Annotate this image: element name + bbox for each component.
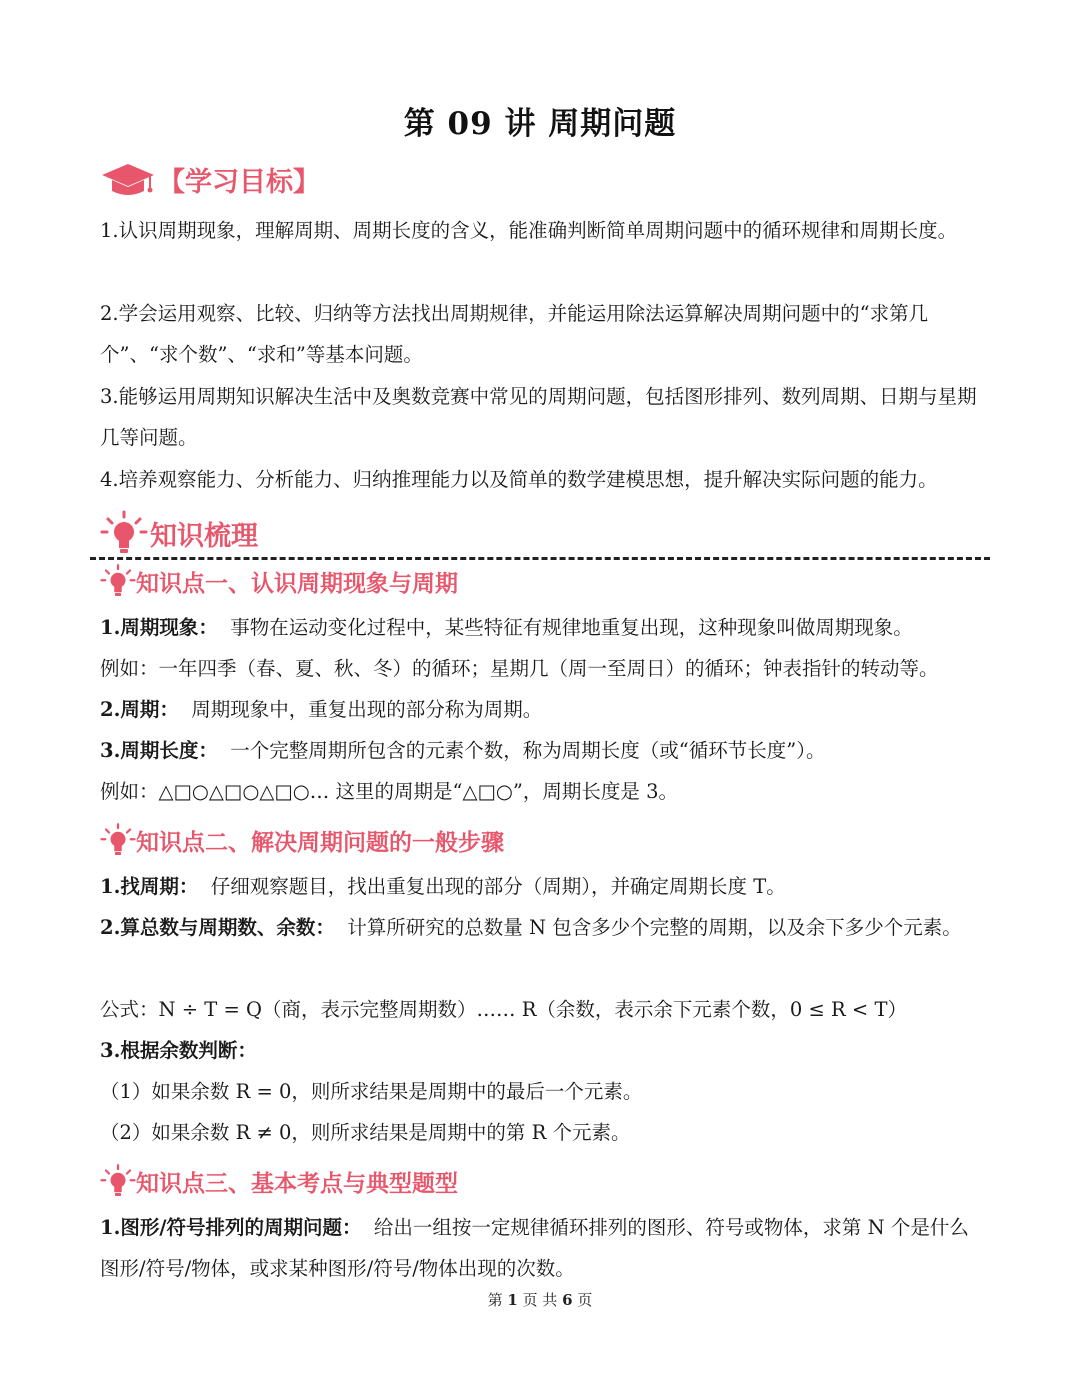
kp2-formula: 公式：N ÷ T = Q（商，表示完整周期数）…… R（余数，表示余下元素个数，0 ≤ R < T） xyxy=(100,998,907,1021)
kp3-type-1-label: 1.图形/符号排列的周期问题： xyxy=(100,1216,362,1239)
page-title: 第 09 讲 周期问题 xyxy=(403,106,677,142)
kp1-term-length: 3.周期长度： xyxy=(100,739,218,762)
goals-heading xyxy=(100,160,320,199)
kp3-line-1 xyxy=(100,1207,985,1289)
kp2-line-1 xyxy=(100,866,985,907)
goal-item-2: 2.学会运用观察、比较、归纳等方法找出周期规律，并能运用除法运算解决周期问题中的“求第几个”、“求个数”、“求和”等基本问题。 xyxy=(100,302,929,366)
kp1-line-3 xyxy=(100,689,985,730)
kp1-line-2: 例如：一年四季（春、夏、秋、冬）的循环；星期几（周一至周日）的循环；钟表指针的转动等。 xyxy=(100,657,939,680)
kp3-heading xyxy=(100,1163,458,1199)
kp2-heading-text: 知识点二、解决周期问题的一般步骤 xyxy=(136,829,504,856)
lightbulb-icon xyxy=(100,563,136,599)
knowledge-heading xyxy=(100,510,258,556)
goal-item-4: 4.培养观察能力、分析能力、归纳推理能力以及简单的数学建模思想，提升解决实际问题的能力。 xyxy=(100,468,938,491)
footer-page-total: 6 xyxy=(562,1291,573,1309)
goals-heading-text: 【学习目标】 xyxy=(158,167,320,198)
footer-page-number: 1 xyxy=(507,1291,518,1309)
lightbulb-icon xyxy=(100,510,148,556)
kp1-line-4 xyxy=(100,730,985,771)
kp1-def-period: 周期现象中，重复出现的部分称为周期。 xyxy=(191,698,543,721)
footer-suffix: 页 xyxy=(577,1291,593,1309)
kp1-line-1 xyxy=(100,607,985,648)
graduation-cap-icon xyxy=(100,161,156,199)
kp1-heading xyxy=(100,563,458,599)
kp2-step-3-label: 3.根据余数判断： xyxy=(100,1039,257,1062)
kp2-step-2-label: 2.算总数与周期数、余数： xyxy=(100,916,335,939)
kp1-heading-text: 知识点一、认识周期现象与周期 xyxy=(136,570,458,597)
kp1-term-periodic: 1.周期现象： xyxy=(100,616,218,639)
kp2-case-1: （1）如果余数 R = 0，则所求结果是周期中的最后一个元素。 xyxy=(100,1080,643,1103)
kp2-line-4 xyxy=(100,1030,985,1071)
lightbulb-icon xyxy=(100,1163,136,1199)
footer-mid: 页 共 xyxy=(522,1291,558,1309)
kp2-step-2-text: 计算所研究的总数量 N 包含多少个完整的周期，以及余下多少个元素。 xyxy=(347,916,962,939)
kp1-line-5: 例如：△□○△□○△□○… 这里的周期是“△□○”，周期长度是 3。 xyxy=(100,780,678,803)
kp2-heading xyxy=(100,822,504,858)
kp2-line-2 xyxy=(100,907,985,948)
page-footer xyxy=(0,1289,1080,1310)
footer-prefix: 第 xyxy=(487,1291,503,1309)
section-divider xyxy=(90,557,990,560)
knowledge-heading-text: 知识梳理 xyxy=(150,520,258,552)
lightbulb-icon xyxy=(100,822,136,858)
kp1-def-periodic: 事物在运动变化过程中，某些特征有规律地重复出现，这种现象叫做周期现象。 xyxy=(230,616,913,639)
kp1-def-length: 一个完整周期所包含的元素个数，称为周期长度（或“循环节长度”）。 xyxy=(230,739,826,762)
kp2-step-1-text: 仔细观察题目，找出重复出现的部分（周期），并确定周期长度 T。 xyxy=(210,875,786,898)
kp3-heading-text: 知识点三、基本考点与典型题型 xyxy=(136,1170,458,1197)
kp2-case-2: （2）如果余数 R ≠ 0，则所求结果是周期中的第 R 个元素。 xyxy=(100,1121,631,1144)
goal-item-1: 1.认识周期现象，理解周期、周期长度的含义，能准确判断简单周期问题中的循环规律和周期长度。 xyxy=(100,219,958,242)
kp1-term-period: 2.周期： xyxy=(100,698,179,721)
goal-item-3: 3.能够运用周期知识解决生活中及奥数竞赛中常见的周期问题，包括图形排列、数列周期、日期与星期几等问题。 xyxy=(100,385,977,449)
kp3-type-1-text: 给出一组按一定规律循环排列的图形、符号或物体，求第 N 个是什么图形/符号/物体，或求某种图形/符号/物体出现的次数。 xyxy=(100,1216,969,1280)
kp2-step-1-label: 1.找周期： xyxy=(100,875,199,898)
